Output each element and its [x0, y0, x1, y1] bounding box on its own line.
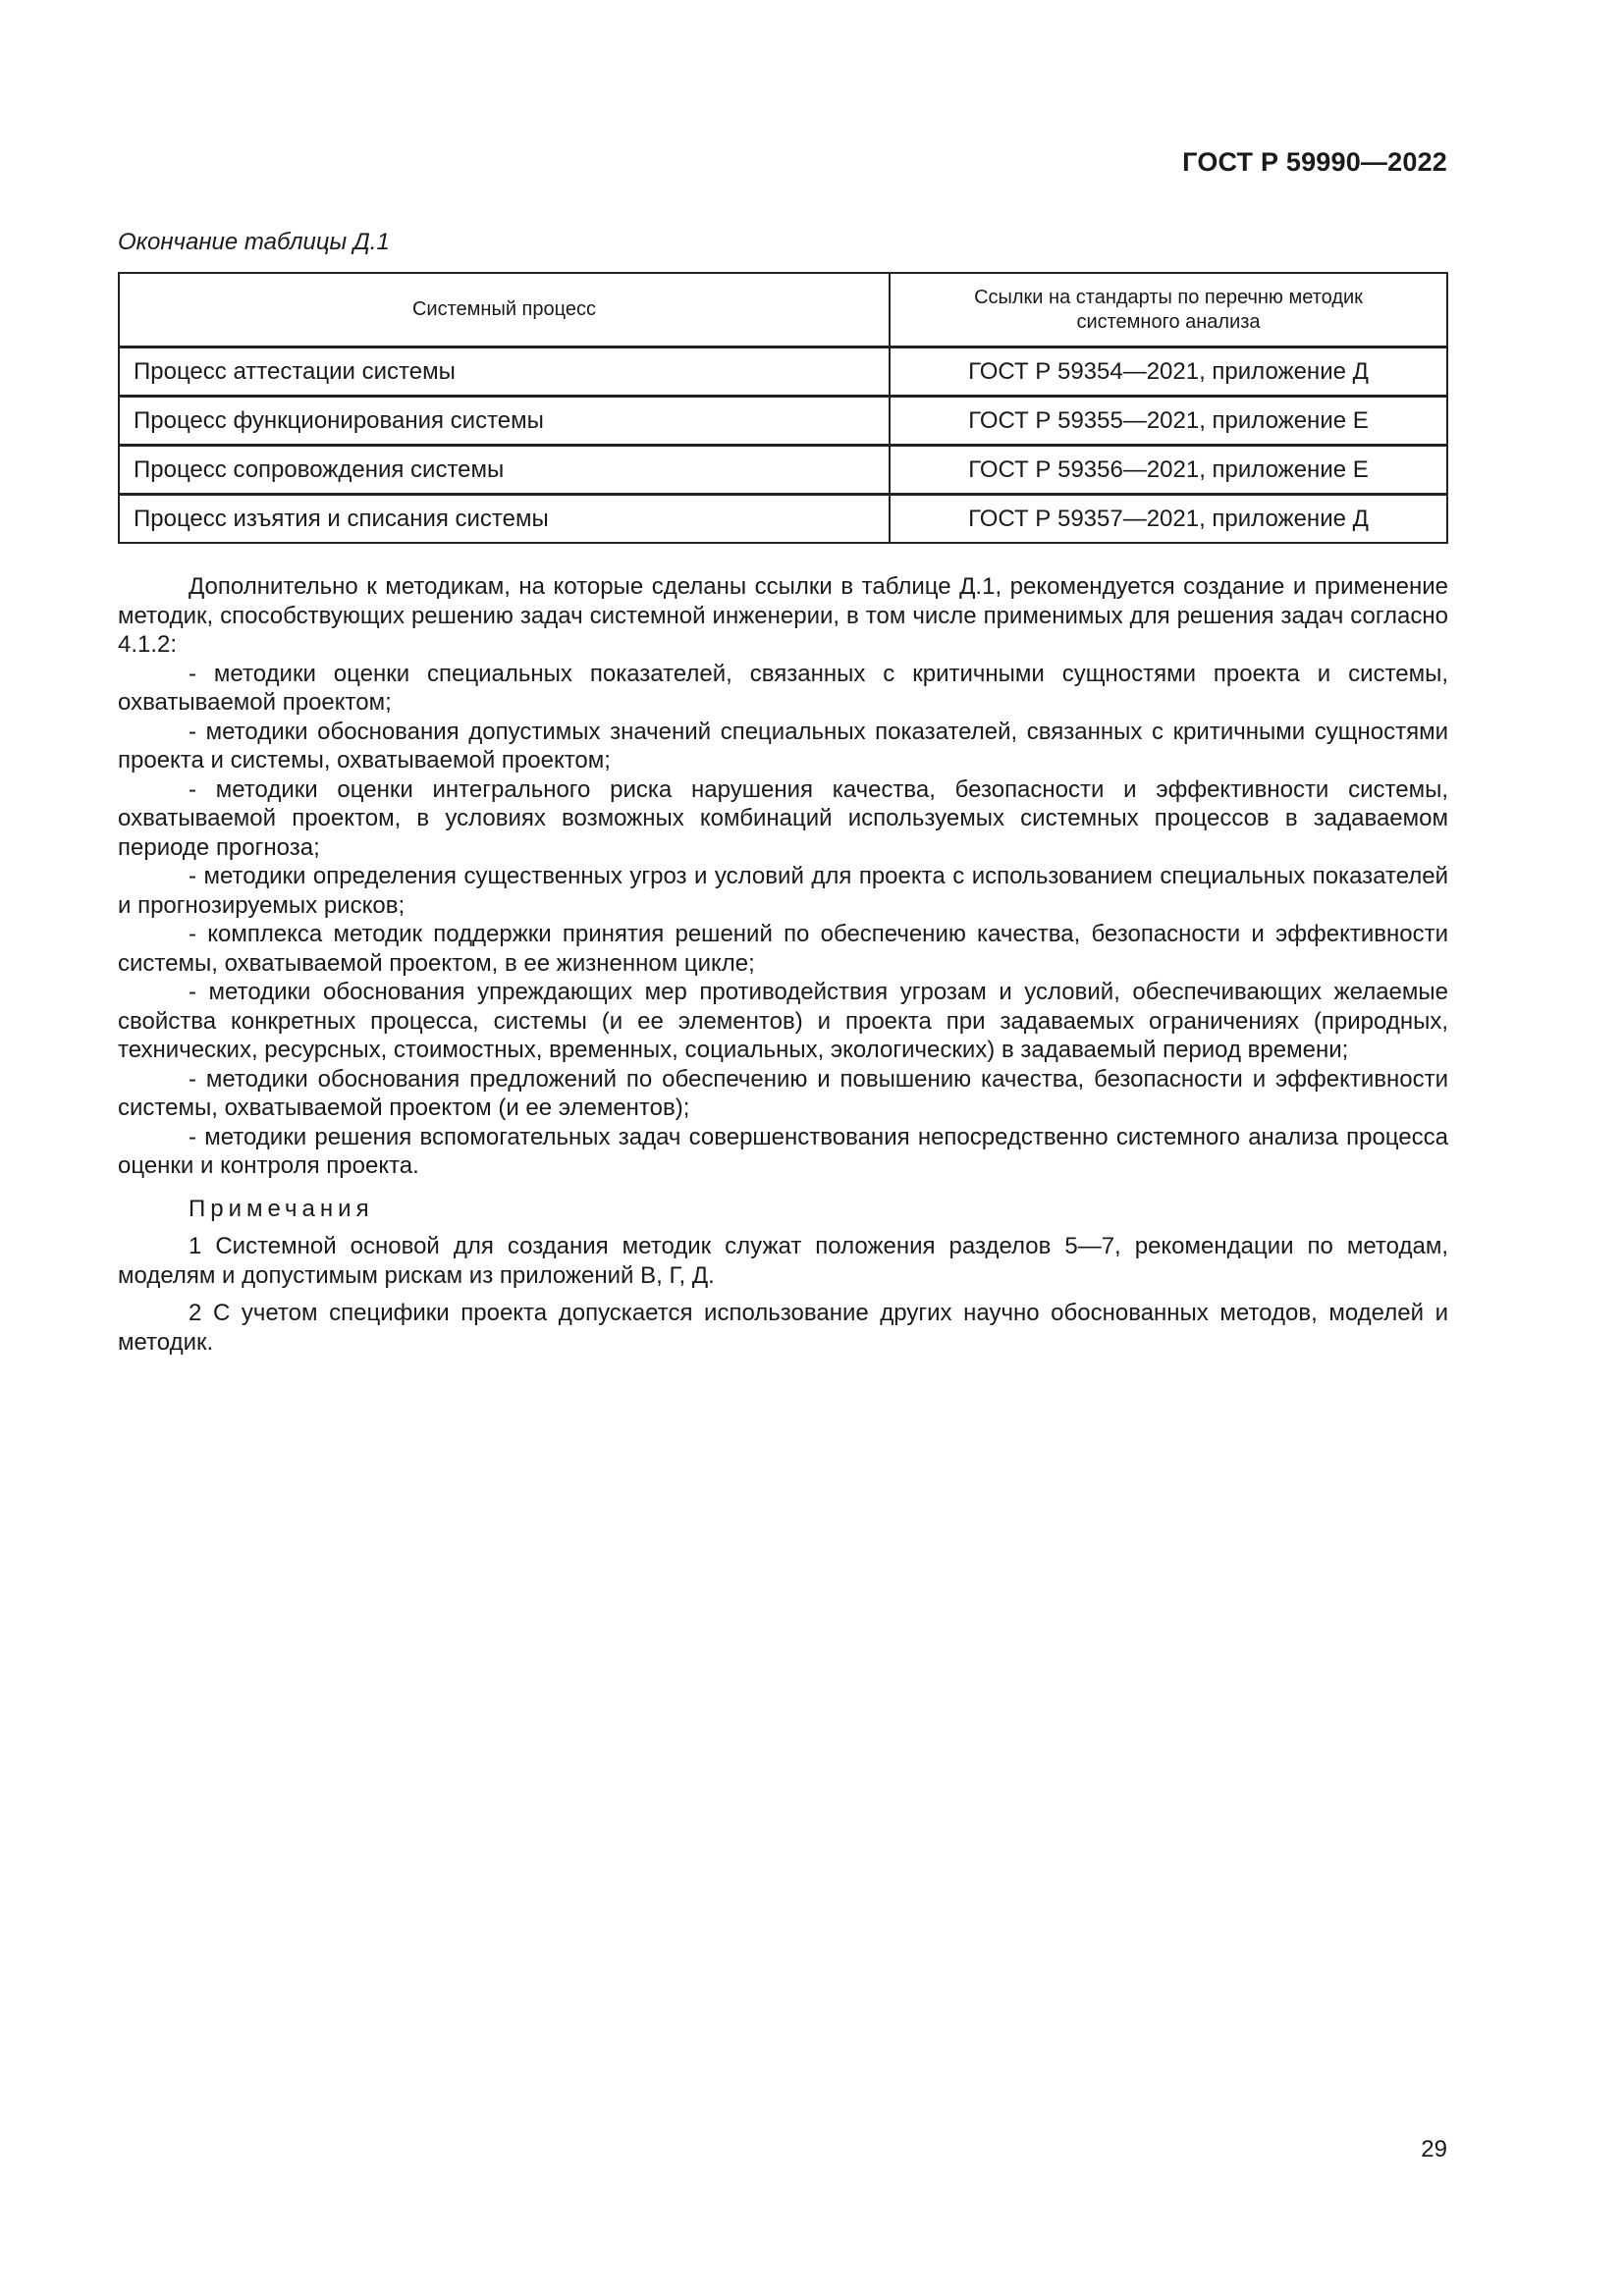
- table-caption: Окончание таблицы Д.1: [118, 229, 390, 255]
- note-item: 2 С учетом специфики проекта допускается использование других научно обоснованных методов, моделей и методик.: [118, 1300, 1448, 1356]
- reference-cell: ГОСТ Р 59355—2021, приложение Е: [890, 397, 1447, 446]
- column-header-process: Системный процесс: [119, 273, 890, 347]
- column-header-references: Ссылки на стандарты по перечню методик системного анализа: [890, 273, 1447, 347]
- process-cell: Процесс изъятия и списания системы: [119, 495, 890, 544]
- process-cell: Процесс сопровождения системы: [119, 446, 890, 495]
- note-item: 1 Системной основой для создания методик служат положения разделов 5—7, рекомендации по методам, моделям и допустимым рискам из приложений В, Г, Д.: [118, 1233, 1448, 1289]
- standards-reference-table: [118, 272, 1448, 544]
- list-item: - методики оценки специальных показателей, связанных с критичными сущностями проекта и системы, охватываемой проектом;: [118, 660, 1448, 716]
- process-cell: Процесс аттестации системы: [119, 347, 890, 397]
- body-text: [118, 572, 1448, 1357]
- notes-title: Примечания: [189, 1195, 374, 1222]
- list-item: - методики оценки интегрального риска нарушения качества, безопасности и эффективности системы, охватываемой проектом, в условиях возможных комбинаций используемых системных процессов в задаваемом периоде прогноза;: [118, 775, 1448, 861]
- table-row: [119, 495, 1447, 544]
- list-item: - комплекса методик поддержки принятия решений по обеспечению качества, безопасности и эффективности системы, охватываемой проектом, в ее жизненном цикле;: [118, 921, 1448, 977]
- process-cell: Процесс функционирования системы: [119, 397, 890, 446]
- list-item: - методики обоснования предложений по обеспечению и повышению качества, безопасности и эффективности системы, охватываемой проектом (и ее элементов);: [118, 1065, 1448, 1121]
- list-item: - методики решения вспомогательных задач совершенствования непосредственно системного анализа процесса оценки и контроля проекта.: [118, 1123, 1448, 1179]
- table-row: [119, 347, 1447, 397]
- list-item: - методики обоснования допустимых значений специальных показателей, связанных с критичными сущностями проекта и системы, охватываемой проектом;: [118, 718, 1448, 774]
- reference-cell: ГОСТ Р 59354—2021, приложение Д: [890, 347, 1447, 397]
- list-item: - методики обоснования упреждающих мер противодействия угрозам и условий, обеспечивающих желаемые свойства конкретных процесса, системы (и ее элементов) и проекта при задаваемых ограничениях (природных, технических, ресурсных, стоимостных, временных, социальных, экологических) в задаваемый период времени;: [118, 979, 1448, 1063]
- reference-cell: ГОСТ Р 59356—2021, приложение Е: [890, 446, 1447, 495]
- document-code: ГОСТ Р 59990—2022: [1182, 147, 1447, 177]
- table-header-row: [119, 273, 1447, 347]
- page-number: 29: [1421, 2136, 1447, 2163]
- table-row: [119, 397, 1447, 446]
- list-item: - методики определения существенных угроз и условий для проекта с использованием специальных показателей и прогнозируемых рисков;: [118, 863, 1448, 919]
- reference-cell: ГОСТ Р 59357—2021, приложение Д: [890, 495, 1447, 544]
- intro-paragraph: Дополнительно к методикам, на которые сделаны ссылки в таблице Д.1, рекомендуется создание и применение методик, способствующих решению задач системной инженерии, в том числе применимых для решения задач согласно 4.1.2:: [118, 573, 1448, 658]
- table-row: [119, 446, 1447, 495]
